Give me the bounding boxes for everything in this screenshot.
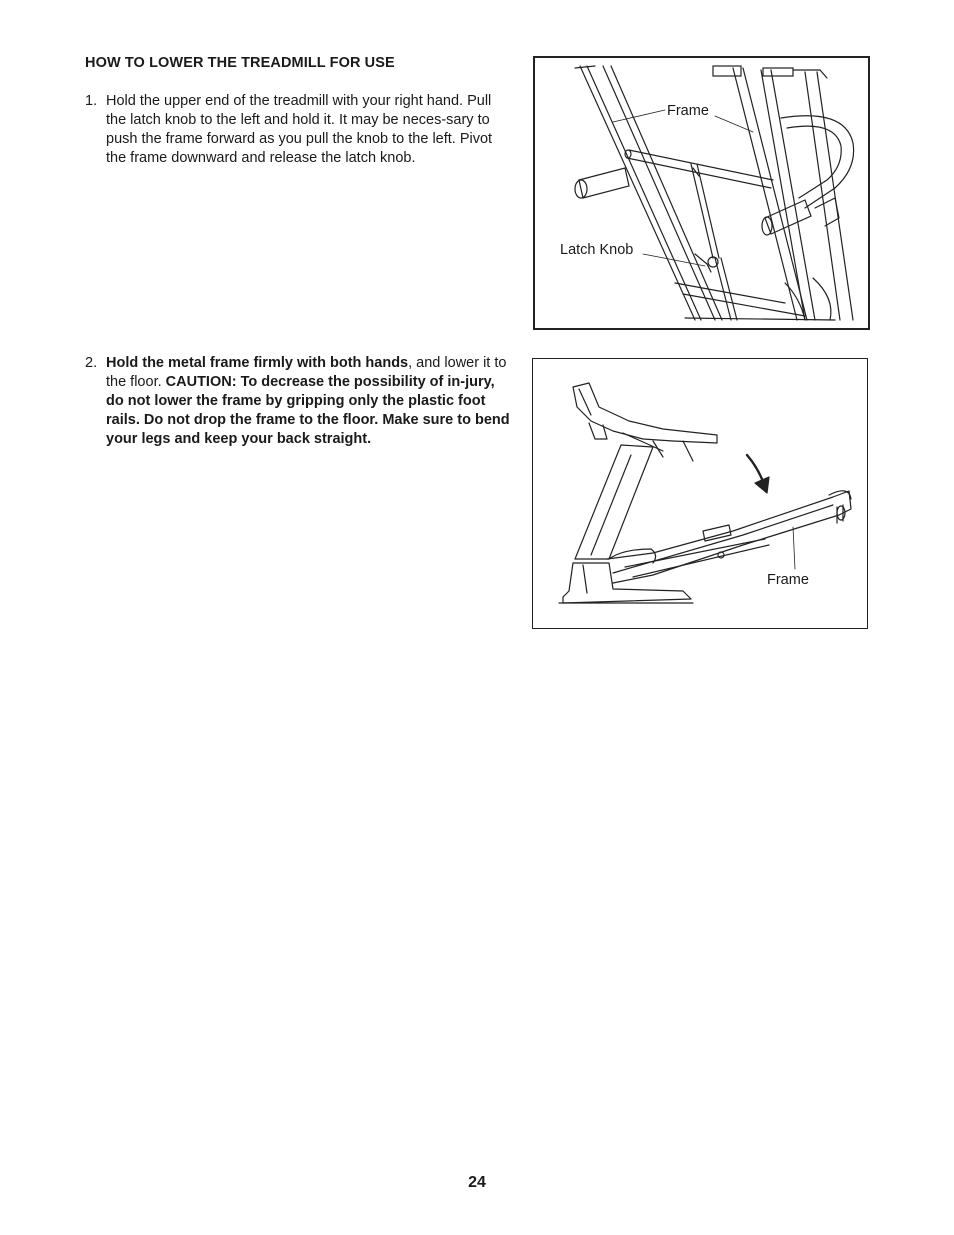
step-text [106, 354, 510, 449]
page-number: 24 [468, 1174, 486, 1191]
step-number: 1. [85, 93, 98, 109]
step-number: 2. [85, 355, 98, 371]
step-2 [85, 354, 510, 449]
figure-lowering-frame [532, 358, 868, 629]
step-normal-text: , and lower it to the floor. [106, 355, 507, 390]
step-text: Hold the upper end of the treadmill with your right hand. Pull the latch knob to the left and hold it. It may be neces-sary to push the frame forward as you pull the knob to the left. Pivot the frame downward and release the latch knob. [106, 93, 493, 166]
step-1 [85, 92, 510, 168]
section-heading: HOW TO LOWER THE TREADMILL FOR USE [85, 55, 395, 71]
frame-label: Frame [667, 103, 709, 119]
frame-label: Frame [767, 572, 809, 588]
upright-treadmill-illustration [535, 58, 868, 328]
figure-upright-treadmill [533, 56, 870, 330]
lowering-treadmill-illustration [533, 359, 867, 628]
caution-text: CAUTION: To decrease the possibility of in-jury, do not lower the frame by gripping only the plastic foot rails. Do not drop the frame to the floor. Make sure to bend your legs and keep your back straight. [106, 374, 510, 447]
latch-knob-label: Latch Knob [560, 242, 634, 258]
step-bold-lead: Hold the metal frame firmly with both hands [106, 355, 409, 371]
